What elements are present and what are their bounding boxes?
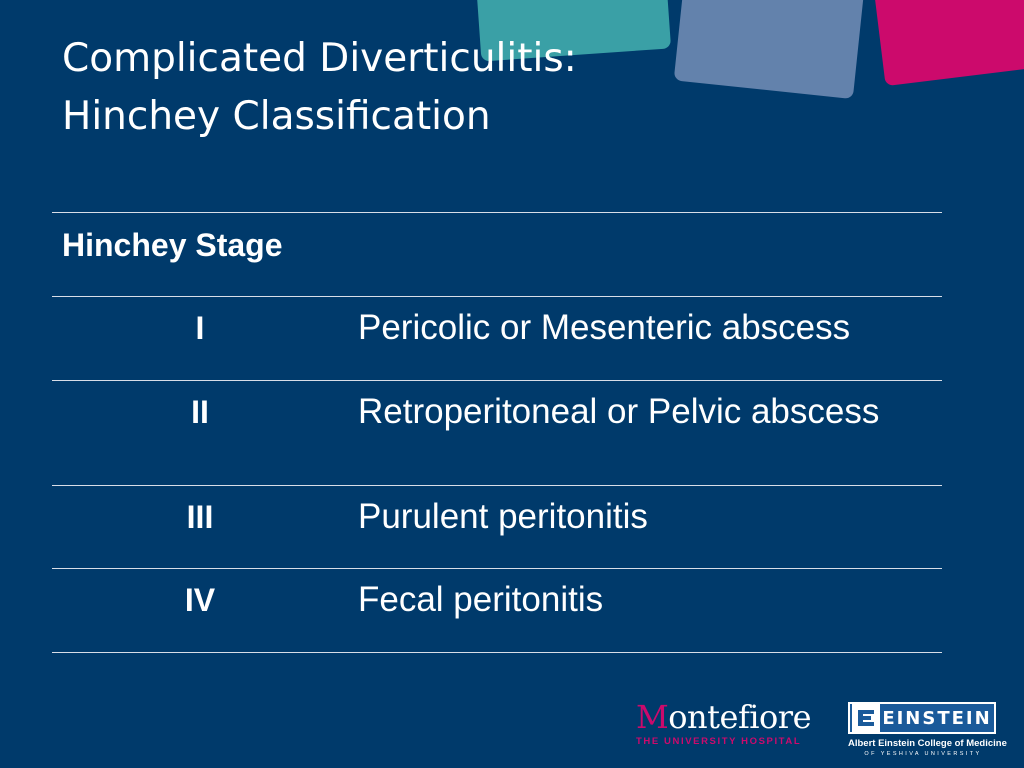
hinchey-table [52,212,942,653]
title-line-2: Hinchey Classification [62,94,491,139]
table-row [52,569,942,652]
montefiore-wordmark [636,700,812,734]
stage-cell: I [195,310,205,346]
table-header-stage: Hinchey Stage [62,227,283,263]
table-row [52,486,942,568]
slide-title [62,30,577,146]
einstein-logo [848,702,1007,760]
einstein-university-name: OF YESHIVA UNIVERSITY [864,751,982,757]
title-line-1: Complicated Diverticulitis: [62,36,577,81]
montefiore-initial: M [636,698,669,736]
description-cell: Fecal peritonitis [358,580,604,619]
stage-cell: IV [184,582,216,618]
table-header-row [52,213,942,296]
einstein-wordmark-box [848,702,996,734]
montefiore-tagline: THE UNIVERSITY HOSPITAL [636,736,802,747]
stage-cell: III [186,499,214,535]
montefiore-name-rest: ontefiore [668,698,812,736]
einstein-emblem-icon [852,704,880,732]
stage-cell: II [191,394,209,430]
table-row [52,381,942,485]
montefiore-logo [636,700,812,750]
einstein-college-name: Albert Einstein College of Medicine [848,738,1007,749]
decorative-blue-block [674,0,867,99]
description-cell: Retroperitoneal or Pelvic abscess [358,392,880,431]
decorative-pink-block [872,0,1024,86]
description-cell: Pericolic or Mesenteric abscess [358,308,851,347]
einstein-wordmark: EINSTEIN [882,707,992,729]
table-row [52,297,942,380]
description-cell: Purulent peritonitis [358,497,648,536]
table-rule [52,652,942,653]
